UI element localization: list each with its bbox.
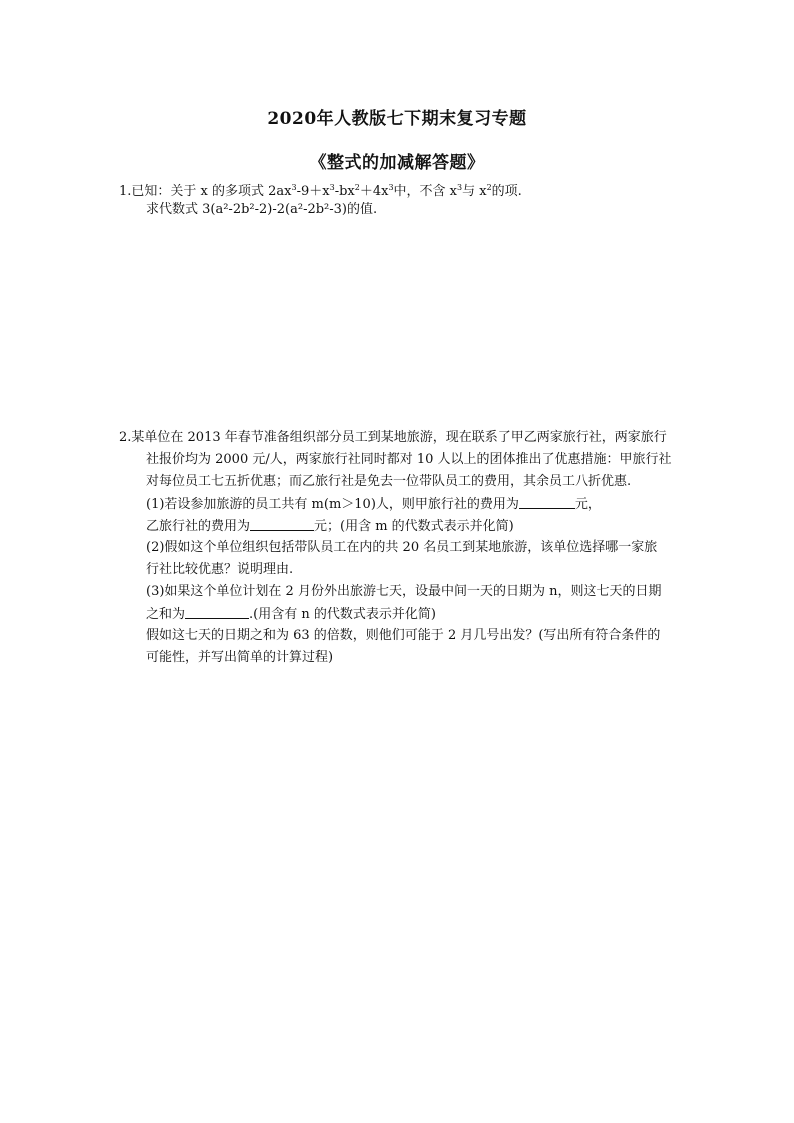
q1-text-d: ＋4x: [359, 184, 389, 199]
q1-exp-d: 3: [388, 183, 394, 192]
q1-exp-b: 3: [329, 183, 335, 192]
q1-text-g: 的项.: [491, 184, 522, 199]
q1-exp-a: 3: [291, 183, 297, 192]
q2-p1-text-c: 乙旅行社的费用为: [146, 519, 251, 534]
q2-p1-text-a: (1)若设参加旅游的员工共有 m(m＞10)人，则甲旅行社的费用为: [146, 497, 519, 512]
answer-blank-2[interactable]: [250, 518, 314, 531]
question-2-line-1: [119, 430, 667, 446]
q2-p3-text-b: 之和为: [146, 607, 186, 622]
question-2-part-2-line-1: (2)假如这个单位组织包括带队员工在内的共 20 名员工到某地旅游，该单位选择哪一家旅: [146, 540, 658, 555]
question-1-line-1: [119, 180, 522, 200]
q1-exp-f: 2: [486, 183, 492, 192]
q2-p1-text-d: 元；(用含 m 的代数式表示并化简): [314, 519, 514, 534]
question-2-part-3-line-3: 假如这七天的日期之和为 63 的倍数，则他们可能于 2 月几号出发？(写出所有符合条件的: [146, 628, 661, 643]
question-2-part-3-line-1: (3)如果这个单位计划在 2 月份外出旅游七天，设最中间一天的日期为 n，则这七天的日期: [146, 584, 662, 599]
q1-text-e: 中，不含 x: [393, 184, 457, 199]
q1-text-a: 已知：关于 x 的多项式 2ax: [131, 184, 292, 199]
document-subtitle: 《整式的加减解答题》: [309, 153, 485, 173]
question-1-number: 1.: [119, 184, 132, 199]
question-2-part-1-line-1: [146, 496, 601, 513]
question-1-line-2: 求代数式 3(a²-2b²-2)-2(a²-2b²-3)的值.: [146, 202, 378, 217]
question-2-line-3: 对每位员工七五折优惠；而乙旅行社是免去一位带队员工的费用，其余员工八折优惠.: [146, 474, 632, 489]
q2-p1-text-b: 元，: [574, 497, 601, 512]
question-2-line-2: 社报价均为 2000 元/人，两家旅行社同时都对 10 人以上的团体推出了优惠措施：甲旅行社: [146, 452, 672, 467]
q1-text-b: -9＋x: [296, 184, 330, 199]
question-2-part-3-line-2: [146, 606, 436, 623]
question-2-part-1-line-2: [146, 518, 514, 535]
answer-blank-1[interactable]: [519, 496, 575, 509]
question-2-part-3-line-4: 可能性，并写出简单的计算过程): [146, 650, 334, 665]
q1-exp-e: 3: [457, 183, 463, 192]
q1-text-f: 与 x: [462, 184, 487, 199]
document-title: 2020年人教版七下期末复习专题: [267, 109, 527, 129]
q1-text-c: -bx: [334, 184, 355, 199]
q2-text-1: 某单位在 2013 年春节准备组织部分员工到某地旅游，现在联系了甲乙两家旅行社，两家旅行: [131, 430, 667, 445]
q1-exp-c: 2: [354, 183, 360, 192]
q2-p3-text-c: .(用含有 n 的代数式表示并化简): [249, 607, 436, 622]
question-2-number: 2.: [119, 430, 132, 445]
question-2-part-2-line-2: 行社比较优惠？说明理由.: [146, 562, 294, 577]
answer-blank-3[interactable]: [185, 606, 249, 619]
